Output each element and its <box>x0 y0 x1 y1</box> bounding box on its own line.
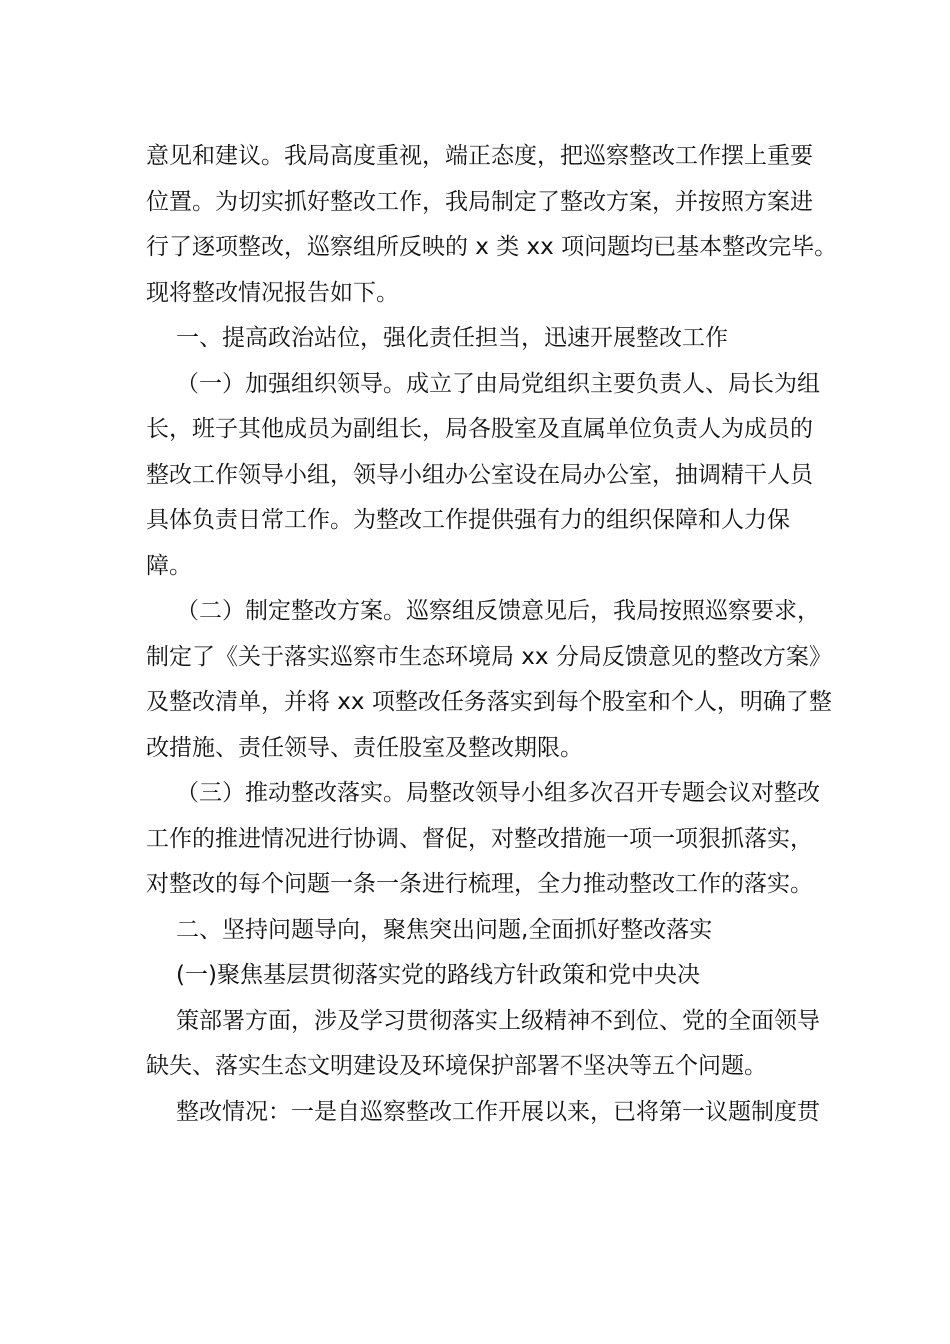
text-line: 长，班子其他成员为副组长，局各股室及直属单位负责人为成员的 <box>146 416 813 442</box>
text-line: 行了逐项整改，巡察组所反映的 x 类 xx 项问题均已基本整改完毕。 <box>146 234 838 260</box>
text-line: 整改情况：一是自巡察整改工作开展以来，已将第一议题制度贯 <box>176 1098 820 1125</box>
text-line: 缺失、落实生态文明建设及环境保护部署不坚决等五个问题。 <box>146 1053 767 1079</box>
section-heading: 二、坚持问题导向，聚焦突出问题,全面抓好整改落实 <box>176 916 713 943</box>
text-line: 制定了《关于落实巡察市生态环境局 xx 分局反馈意见的整改方案》 <box>146 643 832 670</box>
text-line: 对整改的每个问题一条一条进行梳理，全力推动整改工作的落实。 <box>146 871 813 897</box>
text-line: 意见和建议。我局高度重视，端正态度，把巡察整改工作摆上重要 <box>146 143 813 169</box>
text-line: 改措施、责任领导、责任股室及整改期限。 <box>146 734 583 761</box>
text-line: （三）推动整改落实。局整改领导小组多次召开专题会议对整改 <box>176 780 820 806</box>
text-line: （一）加强组织领导。成立了由局党组织主要负责人、局长为组 <box>176 370 820 397</box>
text-line: 整改工作领导小组，领导小组办公室设在局办公室，抽调精干人员 <box>146 461 813 488</box>
text-line: 现将整改情况报告如下。 <box>146 279 399 306</box>
section-heading: 一、提高政治站位，强化责任担当，迅速开展整改工作 <box>176 325 728 351</box>
text-line: 及整改清单，并将 xx 项整改任务落实到每个股室和个人，明确了整 <box>146 689 832 715</box>
document-body <box>146 134 838 1135</box>
text-line: 位置。为切实抓好整改工作，我局制定了整改方案，并按照方案进 <box>146 188 813 215</box>
text-line: 障。 <box>146 552 192 579</box>
text-line: 具体负责日常工作。为整改工作提供强有力的组织保障和人力保 <box>146 507 790 533</box>
text-line: （二）制定整改方案。巡察组反馈意见后，我局按照巡察要求， <box>176 598 820 624</box>
text-line: 工作的推进情况进行协调、督促，对整改措施一项一项狠抓落实， <box>146 825 813 852</box>
text-line: 策部署方面，涉及学习贯彻落实上级精神不到位、党的全面领导 <box>176 1007 820 1034</box>
text-line: (一)聚焦基层贯彻落实党的路线方针政策和党中央决 <box>176 962 700 988</box>
